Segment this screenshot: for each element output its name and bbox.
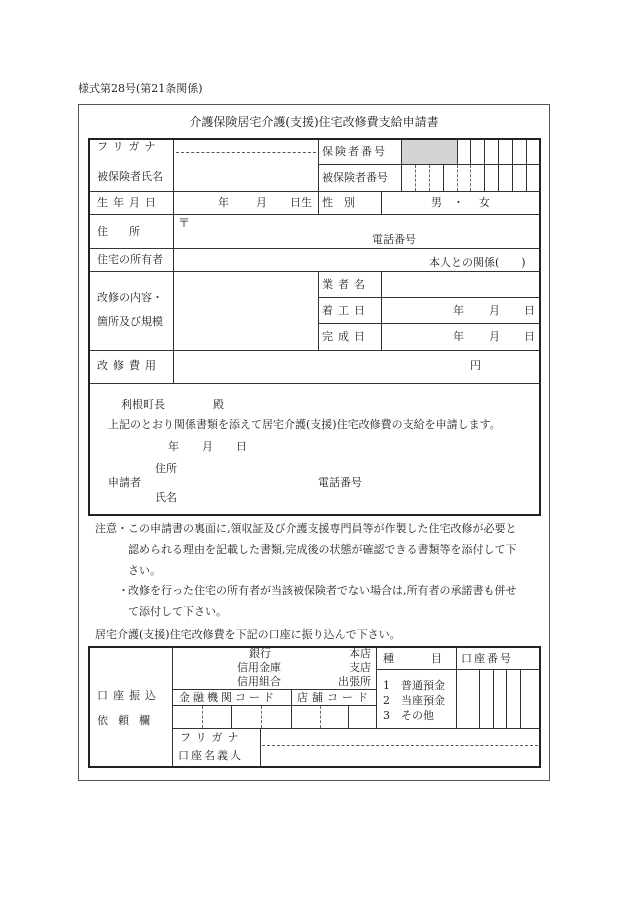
start-date-label: 着工日 [322, 304, 370, 317]
application-statement: 上記のとおり関係書類を添えて居宅介護(支援)住宅改修費の支給を申請します。 [108, 418, 501, 431]
branch-name-input[interactable] [292, 647, 337, 689]
cost-input[interactable] [176, 352, 466, 382]
note2-bullet: ・ [118, 584, 129, 597]
account-furigana-input[interactable] [262, 730, 538, 744]
account-holder-label: 口座名義人 [178, 749, 243, 762]
end-date-label: 完成日 [322, 330, 370, 343]
bank-section-label-line2: 依頼欄 [97, 714, 160, 727]
bank-intro: 居宅介護(支援)住宅改修費を下記の口座に振り込んで下さい。 [95, 628, 401, 641]
end-year-unit: 年 [453, 330, 464, 343]
bank-type-bank: 銀行 [249, 647, 271, 660]
account-holder-input[interactable] [262, 747, 538, 766]
insurer-number-input[interactable] [457, 140, 540, 164]
furigana-label: フリガナ [97, 140, 161, 153]
bank-code-input[interactable] [173, 706, 290, 728]
recipient-town: 利根町長 [121, 398, 165, 411]
applicant-address-label: 住所 [155, 462, 177, 475]
account-type-ordinary[interactable]: 1 普通預金 [383, 679, 445, 692]
applicant-name-input[interactable] [186, 488, 306, 504]
contractor-label: 業者名 [322, 278, 370, 291]
account-type-label: 種 目 [383, 652, 447, 665]
content-label-line2: 箇所及び規模 [97, 315, 163, 328]
bank-name-input[interactable] [173, 647, 233, 689]
start-month-unit: 月 [489, 304, 500, 317]
content-input[interactable] [176, 273, 316, 349]
start-date-input[interactable] [384, 299, 538, 322]
birth-year-unit: 年 [218, 196, 229, 209]
branch-code-label: 店舗コード [297, 691, 372, 704]
applicant-phone-label: 電話番号 [318, 476, 362, 489]
gender-label: 性 別 [322, 196, 355, 209]
application-day-unit: 日 [236, 440, 247, 453]
note2-line2: て添付して下さい。 [128, 605, 227, 618]
insured-name-input[interactable] [176, 155, 316, 190]
branch-type-branch: 支店 [349, 661, 371, 674]
cost-yen-unit: 円 [470, 359, 481, 372]
postal-mark: 〒 [178, 216, 191, 230]
form-number: 様式第28号(第21条関係) [78, 82, 203, 95]
insurer-number-label: 保険者番号 [322, 145, 387, 158]
end-date-input[interactable] [384, 325, 538, 349]
account-furigana-label: フリガナ [180, 731, 244, 744]
start-year-unit: 年 [453, 304, 464, 317]
note1-line1: この申請書の裏面に,領収証及び介護支援専門員等が作製した住宅改修が必要と [128, 522, 517, 535]
owner-label: 住宅の所有者 [97, 253, 163, 266]
relation-label: 本人との関係( ) [429, 256, 526, 269]
furigana-input[interactable] [176, 140, 316, 152]
address-phone-label: 電話番号 [372, 233, 416, 246]
account-type-current[interactable]: 2 当座預金 [383, 694, 445, 707]
bank-type-shinkin: 信用金庫 [237, 661, 281, 674]
birth-day-unit: 日生 [290, 196, 312, 209]
applicant-label: 申請者 [108, 476, 141, 489]
insurer-number-shaded-cell [401, 140, 457, 164]
gender-separator: ・ [453, 196, 464, 209]
insured-number-input[interactable] [401, 165, 540, 191]
bank-section-label-line1: 口座振込 [97, 689, 161, 702]
birthdate-label: 生年月日 [97, 196, 161, 209]
note1-line3: さい。 [128, 564, 161, 577]
branch-type-main: 本店 [349, 647, 371, 660]
applicant-name-label: 氏名 [155, 491, 177, 504]
content-label-line1: 改修の内容・ [97, 291, 163, 304]
insured-number-label: 被保険者番号 [322, 171, 388, 184]
insured-name-label: 被保険者氏名 [97, 170, 163, 183]
end-day-unit: 日 [524, 330, 535, 343]
owner-input[interactable] [176, 250, 416, 270]
cost-label: 改修費用 [97, 359, 161, 372]
birth-month-unit: 月 [256, 196, 267, 209]
address-label: 住 所 [97, 225, 145, 238]
note-prefix: 注意・ [95, 522, 128, 535]
application-month-unit: 月 [202, 440, 213, 453]
form-title: 介護保険居宅介護(支援)住宅改修費支給申請書 [189, 115, 439, 129]
branch-code-input[interactable] [292, 706, 375, 728]
end-month-unit: 月 [489, 330, 500, 343]
gender-female-option[interactable]: 女 [479, 196, 490, 209]
application-year-unit: 年 [168, 440, 179, 453]
note2-line1: 改修を行った住宅の所有者が当該被保険者でない場合は,所有者の承諾書も併せ [128, 584, 517, 597]
applicant-phone-input[interactable] [372, 473, 526, 489]
recipient-honorific: 殿 [213, 398, 224, 411]
birthdate-input[interactable] [176, 193, 316, 213]
account-number-label: 口座番号 [461, 652, 513, 665]
account-number-input[interactable] [457, 670, 540, 728]
contractor-input[interactable] [384, 273, 538, 296]
bank-type-kumiai: 信用組合 [237, 675, 281, 688]
gender-male-option[interactable]: 男 [431, 196, 442, 209]
note1-line2: 認められる理由を記載した書類,完成後の状態が確認できる書類等を添付して下 [128, 543, 517, 556]
start-day-unit: 日 [524, 304, 535, 317]
bank-code-label: 金融機関コード [179, 691, 277, 704]
account-type-other[interactable]: 3 その他 [383, 709, 434, 722]
address-input[interactable] [190, 216, 535, 231]
branch-type-office: 出張所 [338, 675, 371, 688]
